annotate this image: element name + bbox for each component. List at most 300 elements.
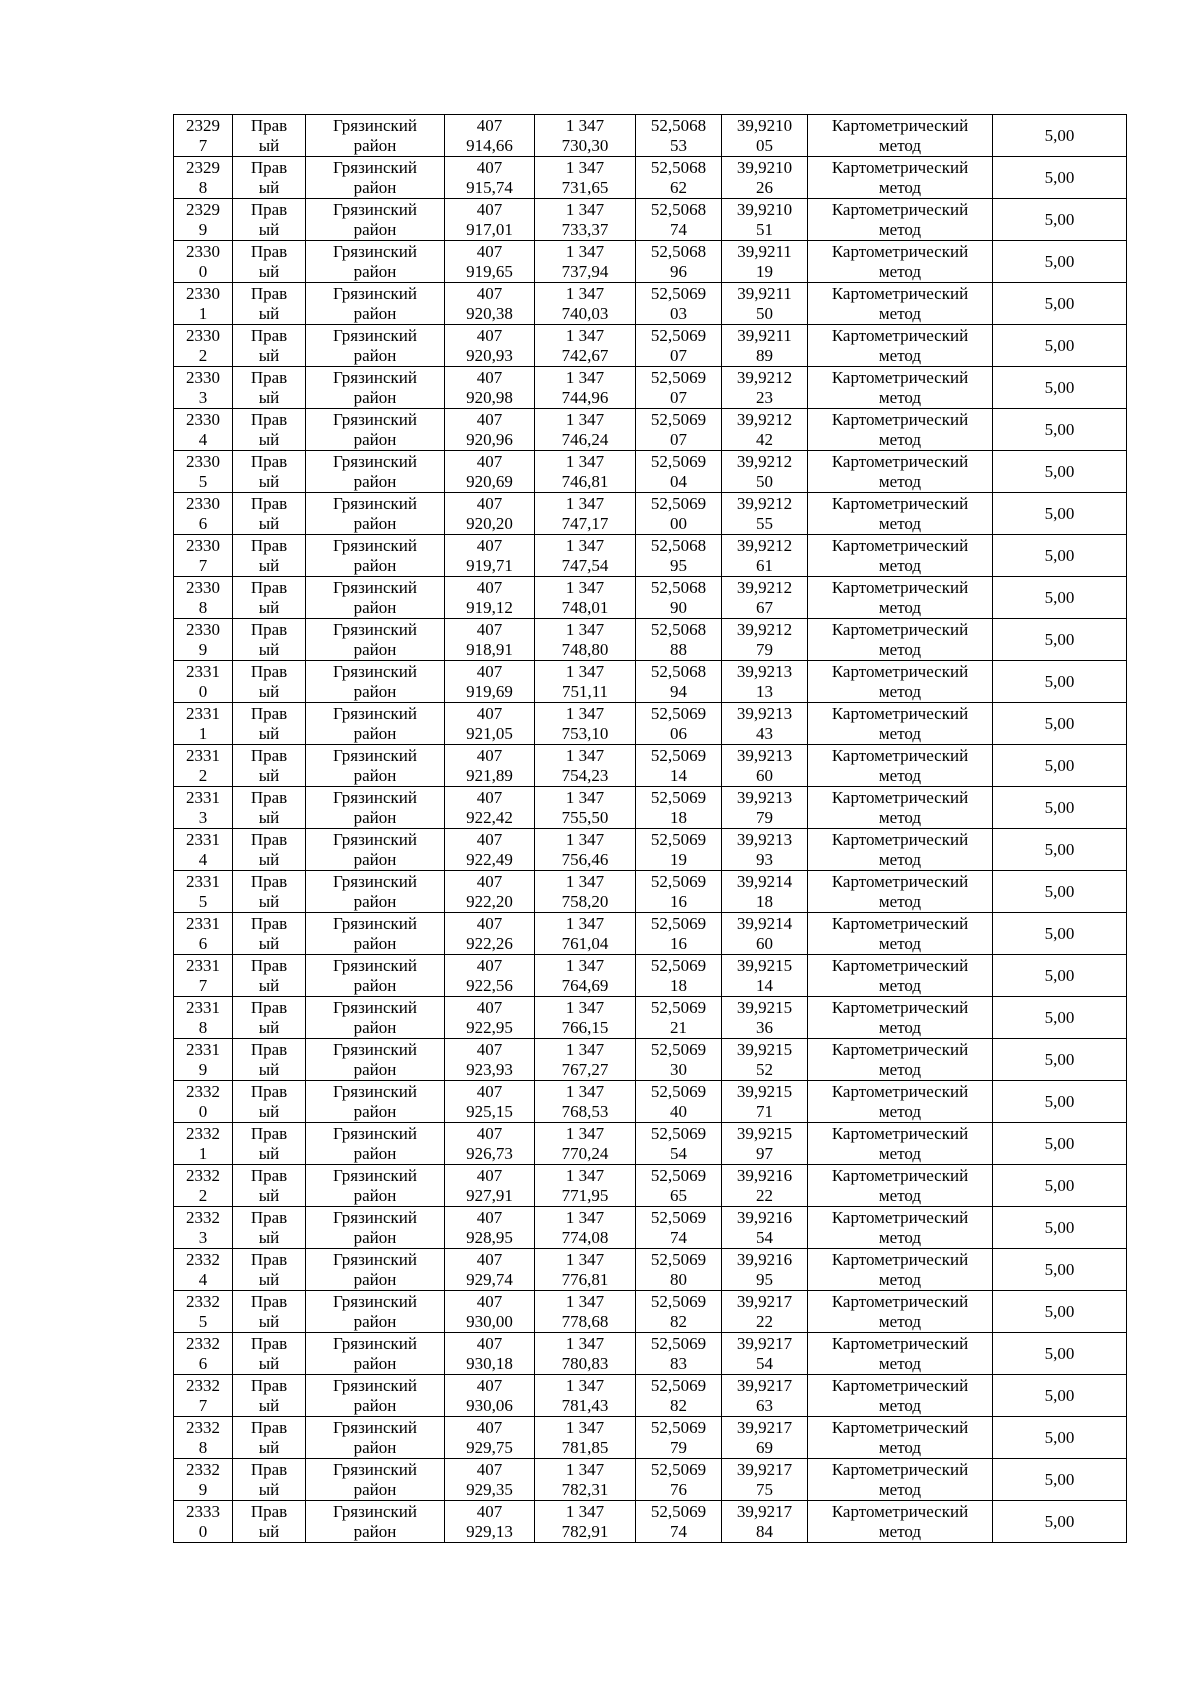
table-row [174,535,1127,577]
latitude-cell-line: 52,5068 [650,199,707,219]
y-coordinate-cell [535,1165,636,1207]
x-coordinate-cell-line: 407 [476,913,503,933]
accuracy-cell: 5,00 [993,325,1127,367]
latitude-cell [636,619,722,661]
latitude-cell [636,1501,722,1543]
longitude-cell-line: 39,9213 [736,829,793,849]
latitude-cell-line: 52,5069 [650,1459,707,1479]
side-cell-line: ый [258,1101,280,1121]
longitude-cell-line: 39,9214 [736,913,793,933]
side-cell [233,1417,306,1459]
method-cell [808,913,993,955]
district-cell-line: район [353,555,397,575]
y-coordinate-cell-line: 776,81 [561,1269,609,1289]
point-number-cell [174,1375,233,1417]
coordinates-table [173,114,1127,1543]
latitude-cell [636,451,722,493]
point-number-cell-line: 2331 [186,829,220,849]
district-cell-line: район [353,345,397,365]
point-number-cell-line: 2329 [186,199,220,219]
district-cell-line: район [353,1395,397,1415]
longitude-cell-line: 54 [756,1353,773,1373]
point-number-cell [174,955,233,997]
method-cell [808,283,993,325]
accuracy-cell: 5,00 [993,451,1127,493]
district-cell [306,703,445,745]
latitude-cell-line: 88 [670,639,687,659]
latitude-cell-line: 94 [670,681,687,701]
latitude-cell [636,409,722,451]
latitude-cell-line: 74 [670,1227,687,1247]
point-number-cell-line: 2332 [186,1249,220,1269]
y-coordinate-cell-line: 780,83 [561,1353,609,1373]
district-cell [306,241,445,283]
district-cell-line: район [353,177,397,197]
longitude-cell [722,1291,808,1333]
latitude-cell-line: 52,5068 [650,577,707,597]
method-cell-line: Картометрический [831,409,969,429]
table-row [174,829,1127,871]
latitude-cell-line: 74 [670,219,687,239]
longitude-cell [722,1039,808,1081]
point-number-cell-line: 9 [198,1479,208,1499]
table-row [174,283,1127,325]
district-cell-line: район [353,1143,397,1163]
longitude-cell-line: 39,9215 [736,1039,793,1059]
x-coordinate-cell [445,199,535,241]
x-coordinate-cell-line: 919,71 [466,555,513,575]
y-coordinate-cell-line: 1 347 [565,1375,605,1395]
side-cell-line: Прав [250,1501,288,1521]
x-coordinate-cell-line: 407 [476,577,503,597]
y-coordinate-cell-line: 1 347 [565,325,605,345]
point-number-cell-line: 2331 [186,661,220,681]
point-number-cell [174,1459,233,1501]
method-cell [808,1249,993,1291]
x-coordinate-cell-line: 920,38 [466,303,513,323]
latitude-cell-line: 52,5069 [650,787,707,807]
accuracy-cell: 5,00 [993,1333,1127,1375]
y-coordinate-cell-line: 1 347 [565,535,605,555]
district-cell-line: район [353,849,397,869]
district-cell-line: район [353,1521,397,1541]
latitude-cell-line: 52,5069 [650,1333,707,1353]
x-coordinate-cell-line: 927,91 [466,1185,513,1205]
side-cell-line: ый [258,807,280,827]
point-number-cell-line: 3 [198,807,208,827]
district-cell-line: Грязинский [333,1375,417,1395]
x-coordinate-cell [445,1375,535,1417]
y-coordinate-cell [535,1291,636,1333]
longitude-cell-line: 93 [756,849,773,869]
longitude-cell-line: 36 [756,1017,773,1037]
side-cell [233,283,306,325]
method-cell-line: метод [878,933,922,953]
x-coordinate-cell-line: 922,42 [466,807,513,827]
longitude-cell-line: 89 [756,345,773,365]
district-cell-line: Грязинский [333,1123,417,1143]
table-row [174,367,1127,409]
y-coordinate-cell-line: 758,20 [561,891,609,911]
side-cell-line: Прав [250,745,288,765]
longitude-cell-line: 39,9216 [736,1207,793,1227]
district-cell-line: район [353,471,397,491]
point-number-cell-line: 2330 [186,283,220,303]
longitude-cell-line: 39,9211 [737,283,792,303]
longitude-cell [722,409,808,451]
x-coordinate-cell [445,829,535,871]
x-coordinate-cell-line: 929,74 [466,1269,513,1289]
latitude-cell [636,1333,722,1375]
side-cell-line: Прав [250,1459,288,1479]
point-number-cell-line: 2333 [186,1501,220,1521]
y-coordinate-cell [535,115,636,157]
side-cell-line: ый [258,1059,280,1079]
district-cell-line: район [353,219,397,239]
side-cell-line: Прав [250,1207,288,1227]
longitude-cell [722,1207,808,1249]
x-coordinate-cell-line: 407 [476,1081,503,1101]
district-cell [306,829,445,871]
longitude-cell-line: 39,9211 [737,325,792,345]
side-cell-line: ый [258,1017,280,1037]
district-cell [306,1039,445,1081]
point-number-cell [174,703,233,745]
x-coordinate-cell [445,787,535,829]
method-cell-line: метод [878,261,922,281]
x-coordinate-cell-line: 919,69 [466,681,513,701]
method-cell-line: Картометрический [831,997,969,1017]
latitude-cell-line: 96 [670,261,687,281]
longitude-cell-line: 39,9210 [736,157,793,177]
point-number-cell-line: 2331 [186,871,220,891]
x-coordinate-cell-line: 407 [476,241,503,261]
district-cell-line: район [353,513,397,533]
latitude-cell-line: 76 [670,1479,687,1499]
side-cell-line: ый [258,219,280,239]
latitude-cell [636,745,722,787]
point-number-cell [174,787,233,829]
point-number-cell-line: 2330 [186,451,220,471]
district-cell-line: Грязинский [333,661,417,681]
side-cell-line: ый [258,1227,280,1247]
x-coordinate-cell-line: 407 [476,661,503,681]
method-cell-line: Картометрический [831,955,969,975]
point-number-cell-line: 2329 [186,115,220,135]
method-cell-line: метод [878,975,922,995]
table-row [174,1165,1127,1207]
point-number-cell-line: 2331 [186,745,220,765]
district-cell-line: Грязинский [333,283,417,303]
latitude-cell-line: 83 [670,1353,687,1373]
district-cell-line: Грязинский [333,871,417,891]
x-coordinate-cell [445,325,535,367]
accuracy-cell: 5,00 [993,871,1127,913]
method-cell [808,493,993,535]
point-number-cell-line: 2331 [186,787,220,807]
x-coordinate-cell-line: 914,66 [466,135,513,155]
point-number-cell-line: 6 [198,1353,208,1373]
x-coordinate-cell-line: 407 [476,325,503,345]
latitude-cell-line: 52,5069 [650,1081,707,1101]
x-coordinate-cell-line: 407 [476,829,503,849]
latitude-cell [636,1417,722,1459]
longitude-cell-line: 39,9212 [736,619,793,639]
method-cell-line: Картометрический [831,451,969,471]
side-cell-line: Прав [250,1123,288,1143]
district-cell-line: Грязинский [333,1459,417,1479]
y-coordinate-cell-line: 771,95 [561,1185,609,1205]
point-number-cell [174,1333,233,1375]
table-row [174,493,1127,535]
side-cell-line: Прав [250,913,288,933]
y-coordinate-cell-line: 1 347 [565,871,605,891]
point-number-cell-line: 5 [198,471,208,491]
side-cell-line: ый [258,1437,280,1457]
x-coordinate-cell-line: 926,73 [466,1143,513,1163]
point-number-cell [174,1123,233,1165]
district-cell-line: Грязинский [333,451,417,471]
longitude-cell-line: 69 [756,1437,773,1457]
y-coordinate-cell [535,283,636,325]
method-cell-line: Картометрический [831,1375,969,1395]
latitude-cell [636,913,722,955]
point-number-cell-line: 2330 [186,577,220,597]
latitude-cell [636,787,722,829]
x-coordinate-cell-line: 407 [476,1165,503,1185]
side-cell [233,1207,306,1249]
method-cell-line: метод [878,177,922,197]
latitude-cell-line: 79 [670,1437,687,1457]
latitude-cell-line: 52,5069 [650,409,707,429]
point-number-cell-line: 2 [198,345,208,365]
point-number-cell-line: 2331 [186,997,220,1017]
x-coordinate-cell-line: 407 [476,787,503,807]
accuracy-cell: 5,00 [993,997,1127,1039]
x-coordinate-cell-line: 407 [476,955,503,975]
y-coordinate-cell-line: 733,37 [561,219,609,239]
method-cell-line: метод [878,1185,922,1205]
point-number-cell-line: 2330 [186,367,220,387]
method-cell [808,325,993,367]
x-coordinate-cell [445,1333,535,1375]
x-coordinate-cell-line: 407 [476,199,503,219]
side-cell [233,955,306,997]
district-cell-line: район [353,1479,397,1499]
side-cell-line: Прав [250,955,288,975]
table-row [174,1501,1127,1543]
side-cell [233,1249,306,1291]
method-cell [808,577,993,619]
longitude-cell [722,1501,808,1543]
longitude-cell-line: 39,9215 [736,1123,793,1143]
x-coordinate-cell [445,1417,535,1459]
y-coordinate-cell [535,703,636,745]
side-cell-line: Прав [250,577,288,597]
x-coordinate-cell-line: 407 [476,1417,503,1437]
accuracy-cell: 5,00 [993,493,1127,535]
latitude-cell-line: 52,5069 [650,1501,707,1521]
longitude-cell [722,619,808,661]
method-cell-line: Картометрический [831,283,969,303]
y-coordinate-cell-line: 1 347 [565,1081,605,1101]
longitude-cell [722,829,808,871]
point-number-cell-line: 4 [198,1269,208,1289]
accuracy-cell: 5,00 [993,1375,1127,1417]
accuracy-cell: 5,00 [993,745,1127,787]
district-cell-line: район [353,807,397,827]
y-coordinate-cell-line: 731,65 [561,177,609,197]
side-cell-line: Прав [250,283,288,303]
side-cell-line: ый [258,513,280,533]
x-coordinate-cell-line: 407 [476,1291,503,1311]
x-coordinate-cell-line: 922,95 [466,1017,513,1037]
latitude-cell-line: 52,5069 [650,493,707,513]
y-coordinate-cell-line: 781,85 [561,1437,609,1457]
side-cell-line: Прав [250,997,288,1017]
side-cell-line: Прав [250,325,288,345]
method-cell-line: Картометрический [831,157,969,177]
latitude-cell [636,493,722,535]
longitude-cell-line: 52 [756,1059,773,1079]
method-cell [808,451,993,493]
method-cell [808,955,993,997]
method-cell [808,367,993,409]
district-cell-line: Грязинский [333,1501,417,1521]
method-cell-line: метод [878,219,922,239]
method-cell-line: метод [878,1521,922,1541]
accuracy-cell: 5,00 [993,1459,1127,1501]
table-row [174,1039,1127,1081]
table-row [174,871,1127,913]
method-cell-line: Картометрический [831,1333,969,1353]
side-cell-line: Прав [250,115,288,135]
method-cell-line: метод [878,1353,922,1373]
latitude-cell-line: 52,5068 [650,157,707,177]
x-coordinate-cell [445,1207,535,1249]
longitude-cell-line: 60 [756,765,773,785]
side-cell-line: ый [258,135,280,155]
district-cell-line: район [353,387,397,407]
method-cell-line: метод [878,807,922,827]
longitude-cell [722,1417,808,1459]
longitude-cell-line: 05 [756,135,773,155]
y-coordinate-cell [535,1249,636,1291]
side-cell [233,115,306,157]
x-coordinate-cell [445,241,535,283]
method-cell [808,1501,993,1543]
point-number-cell [174,115,233,157]
longitude-cell-line: 43 [756,723,773,743]
method-cell-line: Картометрический [831,199,969,219]
method-cell [808,1417,993,1459]
method-cell-line: метод [878,681,922,701]
x-coordinate-cell-line: 407 [476,1333,503,1353]
y-coordinate-cell-line: 1 347 [565,1459,605,1479]
x-coordinate-cell-line: 930,00 [466,1311,513,1331]
district-cell-line: Грязинский [333,745,417,765]
y-coordinate-cell-line: 1 347 [565,661,605,681]
district-cell [306,409,445,451]
district-cell-line: район [353,1311,397,1331]
side-cell-line: Прав [250,409,288,429]
latitude-cell-line: 18 [670,807,687,827]
point-number-cell [174,1081,233,1123]
x-coordinate-cell-line: 920,20 [466,513,513,533]
x-coordinate-cell-line: 923,93 [466,1059,513,1079]
latitude-cell [636,1123,722,1165]
side-cell-line: Прав [250,829,288,849]
point-number-cell-line: 2330 [186,409,220,429]
longitude-cell-line: 13 [756,681,773,701]
y-coordinate-cell-line: 744,96 [561,387,609,407]
latitude-cell-line: 52,5069 [650,871,707,891]
accuracy-cell: 5,00 [993,199,1127,241]
district-cell [306,1417,445,1459]
x-coordinate-cell [445,661,535,703]
longitude-cell-line: 39,9212 [736,367,793,387]
x-coordinate-cell-line: 407 [476,535,503,555]
side-cell [233,703,306,745]
longitude-cell-line: 39,9212 [736,451,793,471]
y-coordinate-cell [535,325,636,367]
latitude-cell-line: 21 [670,1017,687,1037]
accuracy-cell: 5,00 [993,283,1127,325]
district-cell-line: Грязинский [333,241,417,261]
method-cell-line: Картометрический [831,1123,969,1143]
longitude-cell [722,493,808,535]
district-cell-line: район [353,723,397,743]
method-cell-line: метод [878,429,922,449]
latitude-cell [636,703,722,745]
latitude-cell-line: 16 [670,891,687,911]
method-cell [808,745,993,787]
method-cell [808,1165,993,1207]
point-number-cell-line: 1 [198,723,208,743]
side-cell-line: ый [258,1185,280,1205]
side-cell-line: Прав [250,1417,288,1437]
method-cell-line: Картометрический [831,619,969,639]
y-coordinate-cell [535,367,636,409]
latitude-cell-line: 06 [670,723,687,743]
y-coordinate-cell-line: 737,94 [561,261,609,281]
latitude-cell-line: 00 [670,513,687,533]
method-cell-line: Картометрический [831,787,969,807]
side-cell [233,997,306,1039]
method-cell [808,1291,993,1333]
point-number-cell [174,1417,233,1459]
y-coordinate-cell-line: 747,17 [561,513,609,533]
y-coordinate-cell-line: 1 347 [565,577,605,597]
side-cell-line: ый [258,261,280,281]
accuracy-cell: 5,00 [993,619,1127,661]
district-cell-line: Грязинский [333,913,417,933]
x-coordinate-cell-line: 407 [476,409,503,429]
accuracy-cell: 5,00 [993,409,1127,451]
district-cell [306,619,445,661]
point-number-cell-line: 8 [198,1437,208,1457]
method-cell-line: Картометрический [831,577,969,597]
y-coordinate-cell-line: 1 347 [565,829,605,849]
x-coordinate-cell-line: 922,49 [466,849,513,869]
y-coordinate-cell-line: 1 347 [565,619,605,639]
point-number-cell [174,871,233,913]
x-coordinate-cell [445,283,535,325]
y-coordinate-cell [535,997,636,1039]
longitude-cell-line: 39,9217 [736,1333,793,1353]
y-coordinate-cell [535,241,636,283]
longitude-cell [722,1081,808,1123]
